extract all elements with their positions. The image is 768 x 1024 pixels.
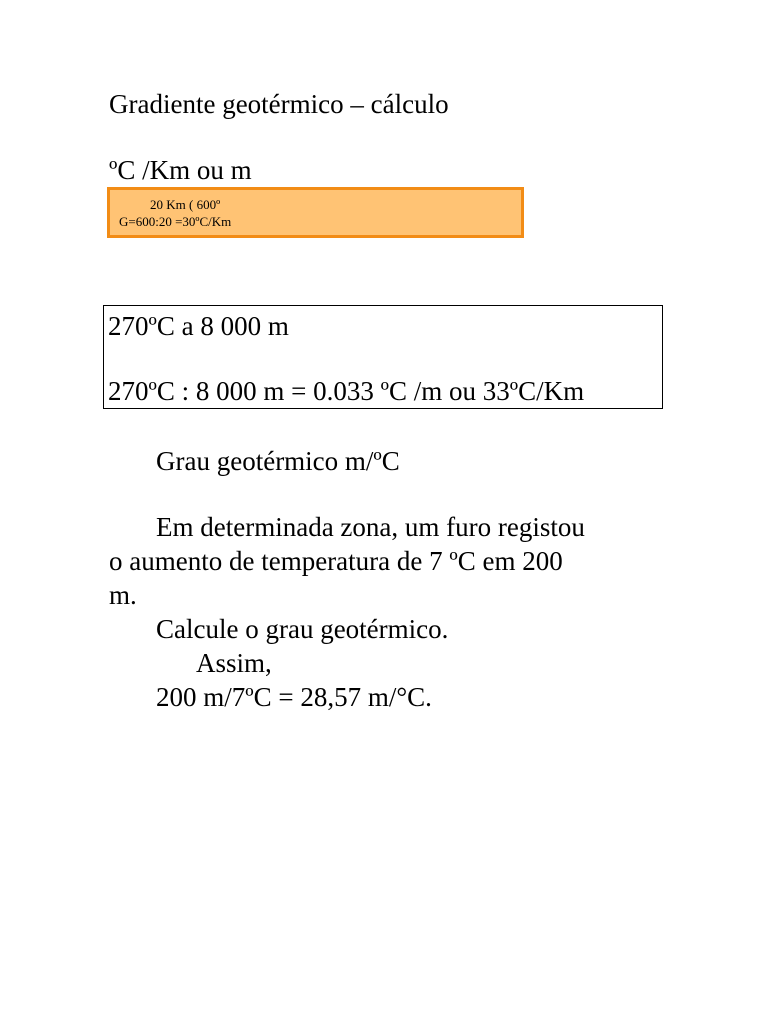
page-title: Gradiente geotérmico – cálculo — [109, 89, 449, 119]
highlight-line-2: G=600:20 =30ºC/Km — [119, 214, 232, 229]
problem-line-5: Assim, — [196, 648, 272, 678]
units-line: ºC /Km ou m — [109, 155, 252, 185]
highlight-box — [107, 187, 524, 238]
framed-line-2: 270ºC : 8 000 m = 0.033 ºC /m ou 33ºC/Km — [108, 376, 585, 406]
problem-line-2: o aumento de temperatura de 7 ºC em 200 — [109, 546, 563, 576]
framed-line-1: 270ºC a 8 000 m — [108, 311, 289, 341]
problem-line-4: Calcule o grau geotérmico. — [156, 614, 449, 644]
problem-line-1: Em determinada zona, um furo registou — [156, 512, 585, 542]
framed-calculation-box — [103, 305, 663, 409]
highlight-line-1: 20 Km ( 600º — [150, 197, 221, 212]
problem-answer: 200 m/7ºC = 28,57 m/°C. — [156, 682, 432, 712]
grau-title: Grau geotérmico m/ºC — [156, 446, 400, 476]
problem-line-3: m. — [109, 580, 137, 610]
